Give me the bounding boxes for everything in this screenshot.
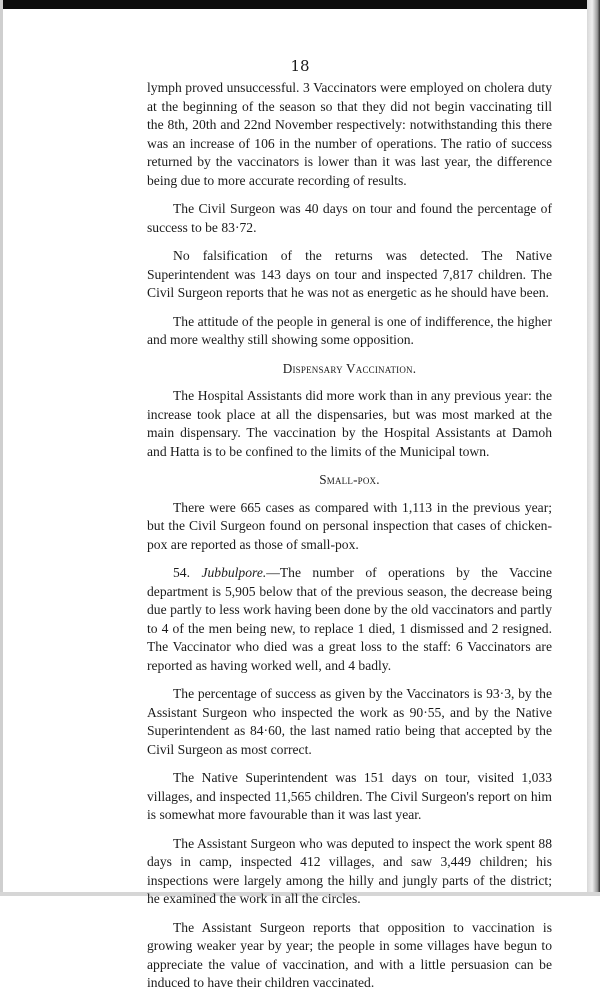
paragraph-small-pox: There were 665 cases as compared with 1,113 in the previous year; but the Civil Surgeon found on personal inspection that cases of chicken-pox are reported as those of small-pox. bbox=[147, 499, 552, 552]
paragraph-dispensary: The Hospital Assistants did more work than in any previous year: the increase took place at all the dispensaries, but was most marked at the main dispensary. The vaccination by the Hospital Assistants at Damoh and Hatta is to be confined to the limits of the Municipal town. bbox=[147, 388, 552, 459]
heading-small-pox: Small-pox. bbox=[319, 472, 380, 487]
paragraph-native-superintendent: The Native Superintendent was 151 days on tour, visited 1,033 villages, and inspected 11,565 children. The Civil Surgeon's report on him is somewhat more favourable than it was last year. bbox=[147, 770, 552, 822]
paragraph-continuation: lymph proved unsuccessful. 3 Vaccinators were employed on cholera duty at the beginning of the season so that they did not begin vaccinating till the 8th, 20th and 22nd November respectively: notwithstanding this there was an increase of 106 in the number of operations. The ratio of success returned by the vaccinators is lower than it was last year, the difference being due to more accurate recording of results. bbox=[147, 80, 552, 188]
jubbulpore-intro-text: —The number of operations by the Vaccine department is 5,905 below that of the previous season, the decrease being due partly to less work having been done by the old vaccinators and partly to 4 of the men being new, to replace 1 died, 1 dismissed and 2 resigned. The Vaccinator who died was a great loss to the staff: 6 Vaccinators are reported as having worked well, and 4 badly. bbox=[147, 565, 552, 673]
section-number: 54. bbox=[173, 565, 190, 580]
heading-dispensary-vaccination: Dispensary Vaccination. bbox=[282, 360, 417, 376]
scan-left-border bbox=[0, 0, 3, 896]
paragraph-falsification: No falsification of the returns was detected. The Native Superintendent was 143 days on tour and inspected 7,817 children. The Civil Surgeon reports that he was not as energetic as he should have been. bbox=[147, 248, 552, 300]
district-name: Jubbulpore. bbox=[201, 565, 267, 580]
page-number: 18 bbox=[290, 57, 310, 75]
page-body bbox=[147, 79, 552, 1003]
paragraph-assistant-surgeon-inspection: The Assistant Surgeon who was deputed to inspect the work spent 88 days in camp, inspected 412 villages, and saw 3,449 children; his inspections were largely among the hilly and jungly parts of the district; he examined the work in all the circles. bbox=[147, 835, 552, 906]
paragraph-civil-surgeon-tour: The Civil Surgeon was 40 days on tour and found the percentage of success to be 83·72. bbox=[147, 201, 552, 235]
scan-page-edge bbox=[587, 0, 600, 896]
paragraph-success-percentage: The percentage of success as given by the Vaccinators is 93·3, by the Assistant Surgeon who inspected the work as 90·55, and by the Native Superintendent as 84·60, the last named ratio being that accepted by the Civil Surgeon as most correct. bbox=[147, 686, 552, 757]
paragraph-attitude: The attitude of the people in general is one of indifference, the higher and more wealthy still showing some opposition. bbox=[147, 313, 552, 347]
scan-top-border bbox=[0, 0, 600, 9]
paragraph-opposition: The Assistant Surgeon reports that opposition to vaccination is growing weaker year by year; the people in some villages have begun to appreciate the value of vaccination, and with a little persuasion can be induced to have their children vaccinated. bbox=[147, 919, 552, 990]
paragraph-jubbulpore-intro bbox=[147, 564, 552, 675]
